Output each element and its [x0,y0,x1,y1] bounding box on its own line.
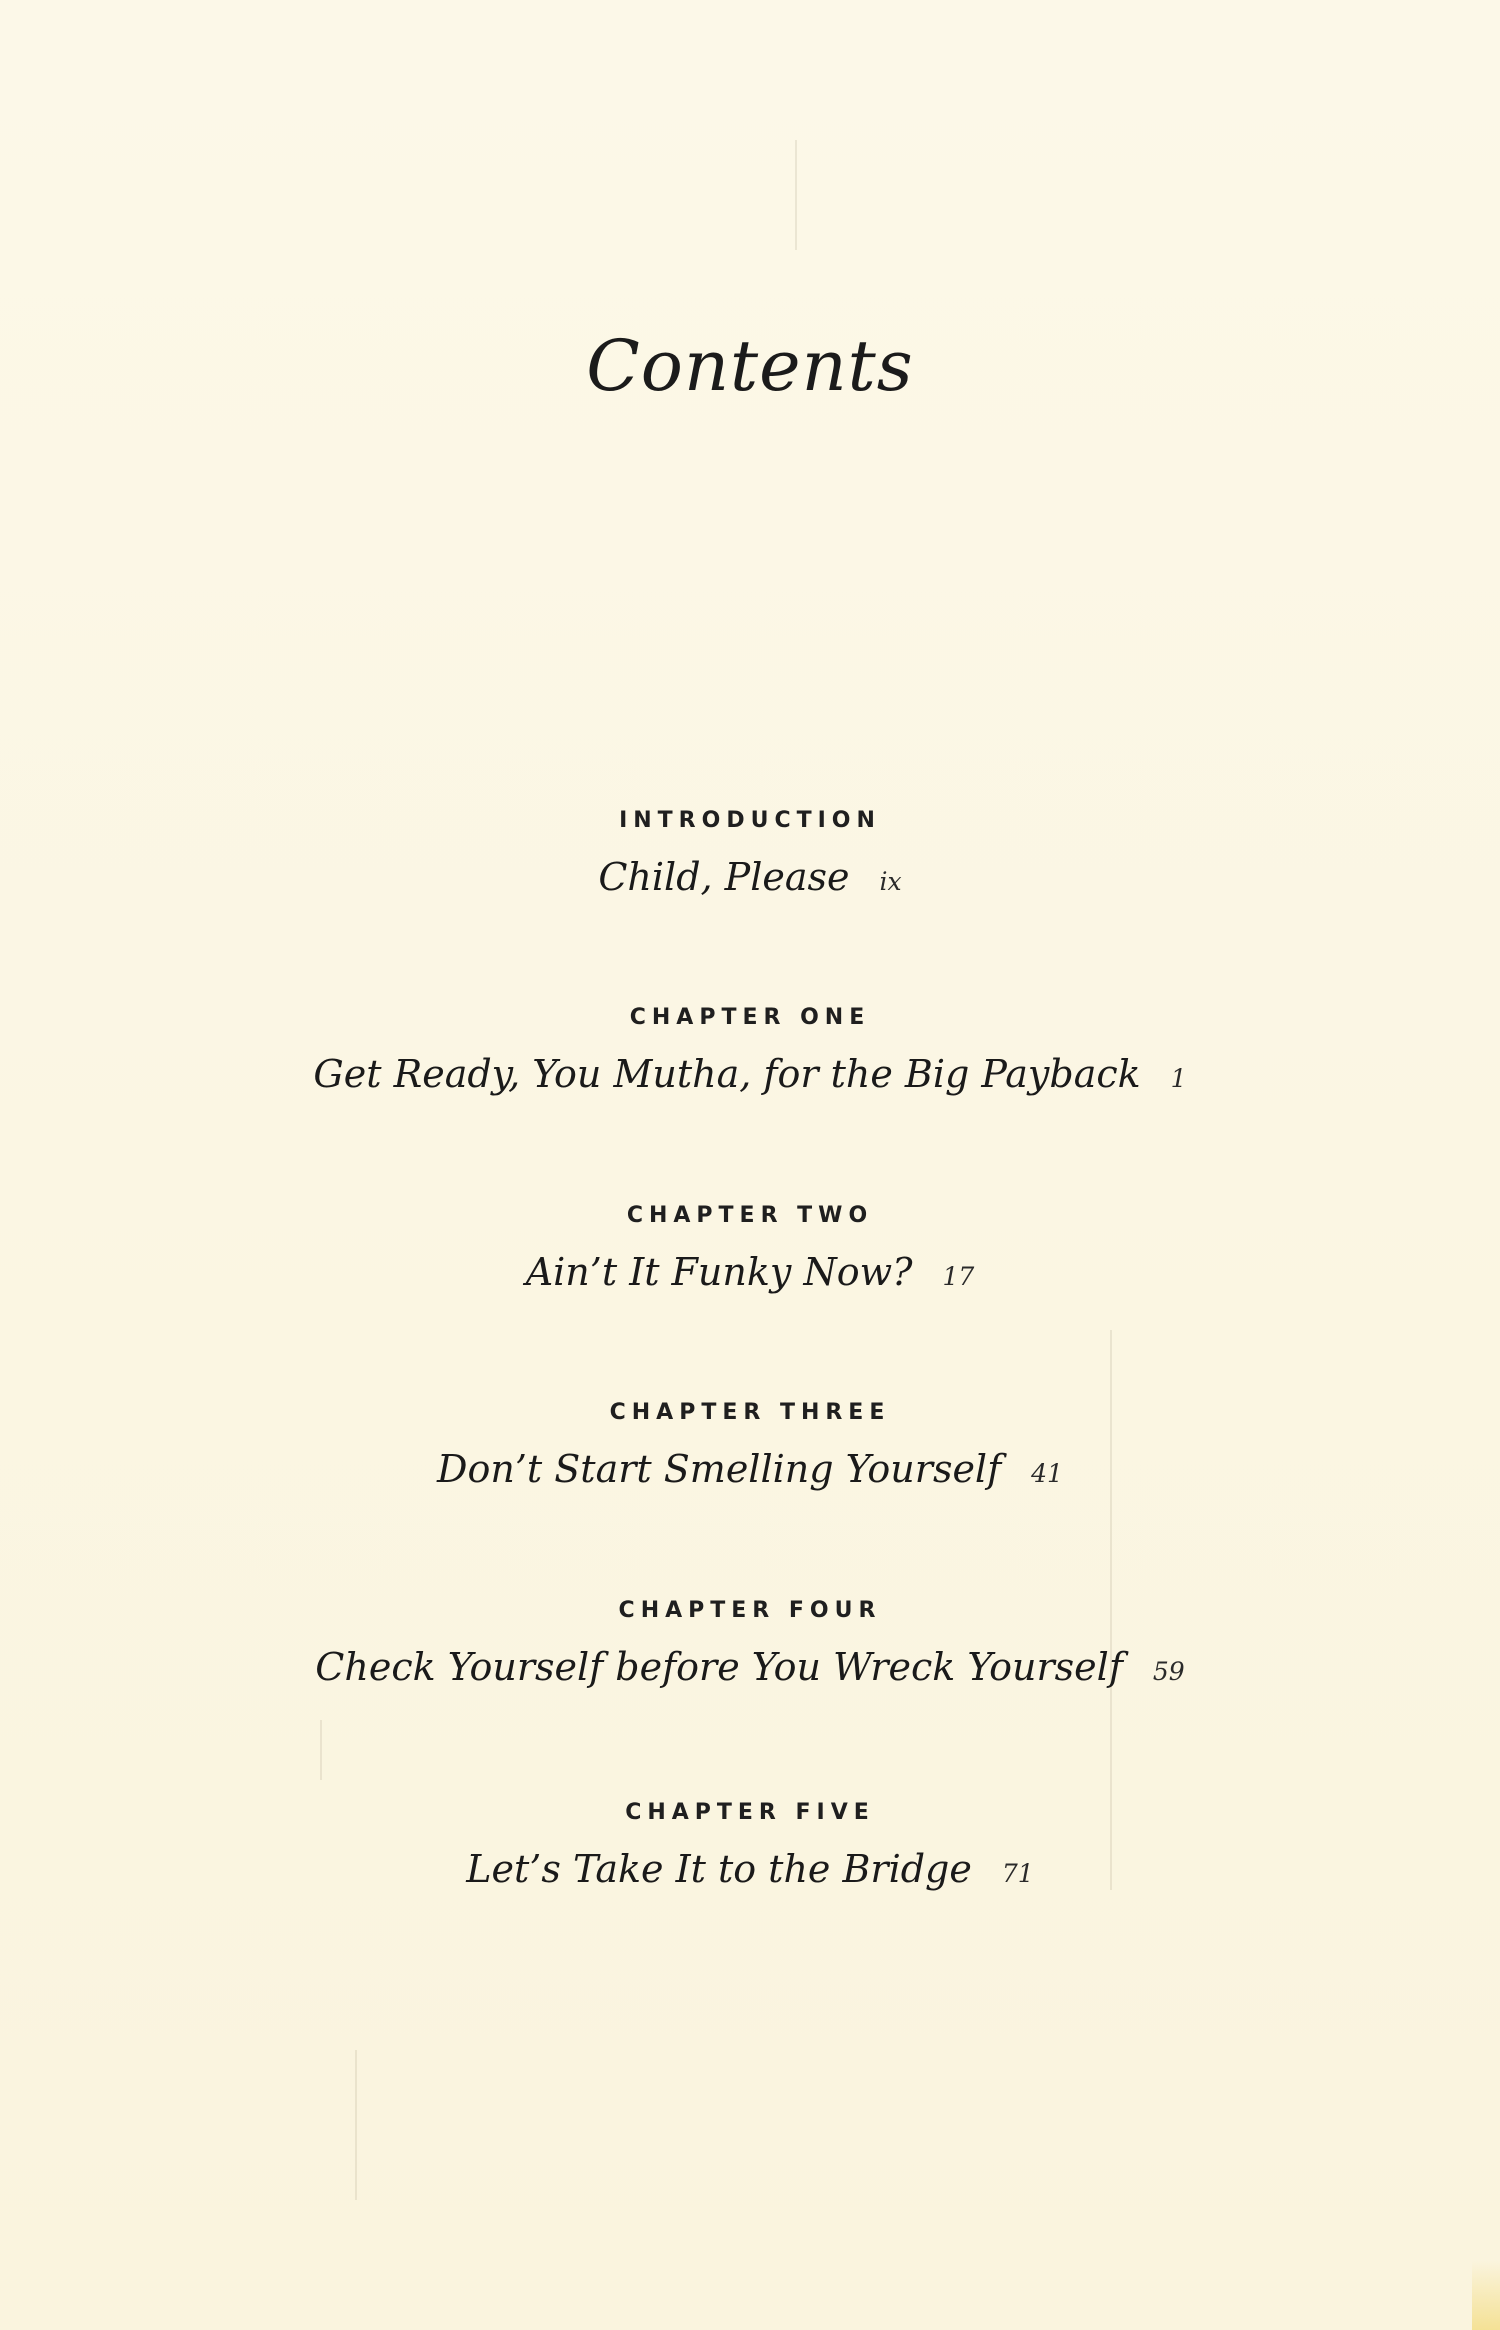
toc-entry-page-number: 59 [1152,1657,1185,1686]
toc-entry-label: CHAPTER THREE [609,1400,891,1425]
toc-entry-line [0,1052,1500,1096]
toc-entry-title: Let’s Take It to the Bridge [466,1847,972,1891]
toc-entry-line [0,1645,1500,1689]
toc-entry-title: Don’t Start Smelling Yourself [437,1447,1002,1491]
toc-entry-page-number: ix [879,867,902,896]
toc-entry-chapter-two [0,1203,1500,1294]
paper-crease [795,140,797,250]
toc-entry-title: Ain’t It Funky Now? [525,1250,913,1294]
toc-entry-page-number: 41 [1031,1459,1063,1488]
paper-crease [320,1720,322,1780]
page-title: Contents [586,325,914,407]
toc-entry-line [0,1847,1500,1891]
page-corner-stain [1472,2260,1500,2330]
toc-entry-label: CHAPTER ONE [629,1005,871,1030]
toc-entry-chapter-four [0,1598,1500,1689]
toc-entry-chapter-five [0,1800,1500,1891]
toc-entry-label: CHAPTER FOUR [618,1598,882,1623]
toc-entry-introduction [0,808,1500,899]
toc-entry-label: CHAPTER TWO [626,1203,874,1228]
paper-crease [355,2050,357,2200]
toc-entry-title: Child, Please [598,855,850,899]
toc-entry-label: CHAPTER FIVE [625,1800,875,1825]
toc-entry-page-number: 17 [942,1262,975,1291]
toc-entry-line [0,855,1500,899]
toc-entry-chapter-three [0,1400,1500,1491]
toc-entry-line [0,1250,1500,1294]
toc-entry-page-number: 1 [1170,1064,1187,1093]
toc-entry-line [0,1447,1500,1491]
toc-entry-chapter-one [0,1005,1500,1096]
toc-entry-page-number: 71 [1001,1859,1034,1888]
toc-entry-label: INTRODUCTION [619,808,881,833]
toc-entry-title: Get Ready, You Mutha, for the Big Payback [313,1052,1141,1096]
toc-entry-title: Check Yourself before You Wreck Yourself [315,1645,1123,1689]
